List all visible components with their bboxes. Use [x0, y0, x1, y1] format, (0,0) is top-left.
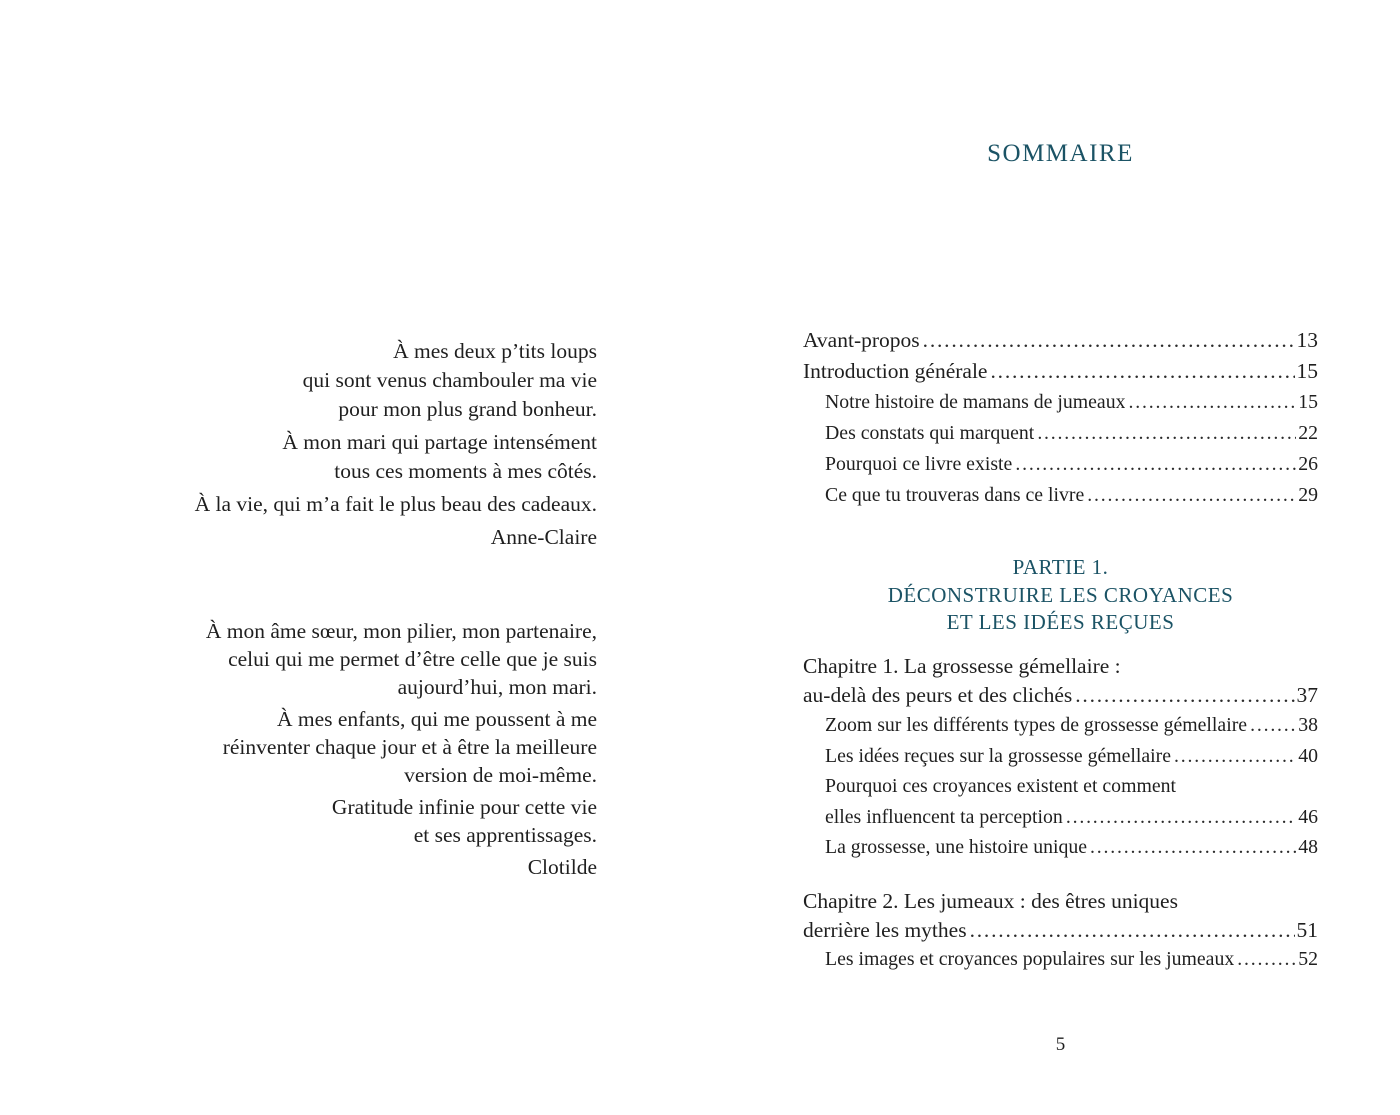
toc-entry-label: Des constats qui marquent — [825, 422, 1035, 444]
toc-entry — [803, 944, 1318, 975]
dedication-block-clotilde — [77, 617, 597, 881]
toc-entry-label: Avant-propos — [803, 328, 920, 352]
toc-entry-row — [825, 710, 1318, 741]
toc-entry — [803, 771, 1318, 832]
dedication-signature: Anne-Claire — [490, 525, 597, 549]
toc-page-number: 13 — [1296, 328, 1318, 352]
toc-dot-leader — [1250, 710, 1296, 741]
dedication-group — [77, 793, 597, 849]
toc-page-number: 15 — [1298, 391, 1318, 413]
toc-entry-row — [803, 325, 1318, 356]
dedication-line: Gratitude infinie pour cette vie — [331, 795, 597, 819]
dedication-line: À mon mari qui partage intensément — [282, 430, 597, 454]
toc-chapter-1-list — [803, 652, 1318, 863]
dedication-line: version de moi-même. — [404, 763, 597, 787]
toc-entry-row — [825, 418, 1318, 449]
toc-dot-leader — [1128, 387, 1296, 418]
toc-entry-label: La grossesse, une histoire unique — [825, 836, 1088, 858]
toc-dot-leader — [923, 325, 1295, 356]
dedication-group — [77, 428, 597, 486]
dedication-group — [77, 490, 597, 519]
toc-entry-label: Notre histoire de mamans de jumeaux — [825, 391, 1126, 413]
toc-page-number: 26 — [1298, 453, 1318, 475]
toc-entry-label: Zoom sur les différents types de grossesse gémellaire — [825, 714, 1248, 736]
toc-entry-label: Les idées reçues sur la grossesse gémellaire — [825, 744, 1172, 767]
toc-entry-label: Les images et croyances populaires sur les jumeaux — [825, 948, 1235, 970]
toc-entry-row — [803, 681, 1318, 710]
toc-entry — [803, 325, 1318, 356]
toc-entry — [803, 449, 1318, 480]
toc-entry-row — [825, 387, 1318, 418]
toc-page-number: 37 — [1296, 683, 1318, 707]
toc-entry — [803, 741, 1318, 772]
dedication-block-anne-claire — [77, 337, 597, 552]
toc-dot-leader — [1237, 944, 1296, 975]
toc-page-number: 48 — [1298, 836, 1318, 858]
toc-entry-label: derrière les mythes — [803, 917, 967, 942]
dedication-line: pour mon plus grand bonheur. — [338, 397, 597, 421]
part-1-heading — [803, 554, 1318, 637]
dedication-line: celui qui me permet d’être celle que je suis — [228, 647, 597, 671]
toc-entry-row — [803, 916, 1318, 945]
toc-page-number: 52 — [1298, 948, 1318, 970]
toc-entry — [803, 418, 1318, 449]
part-heading-line: PARTIE 1. — [1012, 555, 1109, 579]
dedication-group — [77, 617, 597, 701]
toc-chapter-2-list — [803, 887, 1318, 975]
toc-title: SOMMAIRE — [987, 140, 1134, 167]
toc-entry-row — [825, 449, 1318, 480]
toc-dot-leader — [990, 356, 1294, 387]
dedication-line: aujourd’hui, mon mari. — [397, 675, 597, 699]
toc-entry — [803, 832, 1318, 863]
toc-entry-label: Introduction générale — [803, 359, 988, 383]
toc-page-number: 29 — [1298, 484, 1318, 506]
toc-entry — [803, 887, 1318, 944]
toc-entry — [803, 710, 1318, 741]
dedication-line: et ses apprentissages. — [413, 823, 597, 847]
dedication-line: À mes enfants, qui me poussent à me — [276, 707, 597, 731]
toc-entry-label: Ce que tu trouveras dans ce livre — [825, 484, 1085, 506]
toc-entry-row — [825, 944, 1318, 975]
toc-entry-row — [825, 802, 1318, 833]
dedication-line: À mon âme sœur, mon pilier, mon partenaire, — [205, 619, 597, 643]
toc-dot-leader — [1174, 741, 1296, 772]
toc-page-number: 51 — [1296, 917, 1318, 942]
toc-page-number: 38 — [1298, 714, 1318, 736]
toc-dot-leader — [1015, 449, 1296, 480]
toc-dot-leader — [1075, 681, 1294, 710]
toc-entry — [803, 652, 1318, 710]
page-number: 5 — [1055, 1034, 1066, 1055]
toc-dot-leader — [1066, 802, 1296, 833]
dedication-line: qui sont venus chambouler ma vie — [302, 368, 597, 392]
toc-entry-row — [825, 741, 1318, 772]
toc-entry-label: au-delà des peurs et des clichés — [803, 683, 1073, 707]
toc-entry-label: Pourquoi ce livre existe — [825, 453, 1013, 475]
toc-page-number: 46 — [1298, 805, 1318, 828]
toc-page-number: 15 — [1296, 359, 1318, 383]
toc-page-number: 22 — [1298, 422, 1318, 444]
right-book-page — [700, 0, 1400, 1115]
toc-entry-row — [803, 356, 1318, 387]
toc-dot-leader — [1090, 832, 1296, 863]
toc-entry-row — [825, 832, 1318, 863]
toc-dot-leader — [1087, 480, 1296, 511]
toc-entry — [803, 480, 1318, 511]
dedication-group — [77, 337, 597, 424]
toc-entry-line: Chapitre 2. Les jumeaux : des êtres uniques — [803, 889, 1178, 913]
toc-dot-leader — [970, 916, 1295, 945]
part-heading-line: DÉCONSTRUIRE LES CROYANCES — [887, 582, 1234, 607]
toc-entry — [803, 387, 1318, 418]
toc-entry — [803, 356, 1318, 387]
toc-entry-row — [825, 480, 1318, 511]
dedication-line: réinventer chaque jour et à être la meilleure — [222, 735, 597, 759]
toc-entry-label: elles influencent ta perception — [825, 805, 1063, 828]
dedication-group — [77, 705, 597, 789]
toc-entry-line: Pourquoi ces croyances existent et comment — [825, 775, 1177, 797]
dedication-line: tous ces moments à mes côtés. — [334, 459, 597, 483]
dedication-signature: Clotilde — [527, 855, 597, 879]
part-heading-line: ET LES IDÉES REÇUES — [946, 610, 1175, 634]
toc-entry-line: Chapitre 1. La grossesse gémellaire : — [803, 654, 1121, 678]
toc-dot-leader — [1037, 418, 1296, 449]
toc-page-number: 40 — [1298, 744, 1318, 767]
dedication-line: À mes deux p’tits loups — [393, 339, 597, 363]
dedication-line: À la vie, qui m’a fait le plus beau des cadeaux. — [194, 492, 597, 516]
toc-front-matter-list — [803, 325, 1318, 511]
